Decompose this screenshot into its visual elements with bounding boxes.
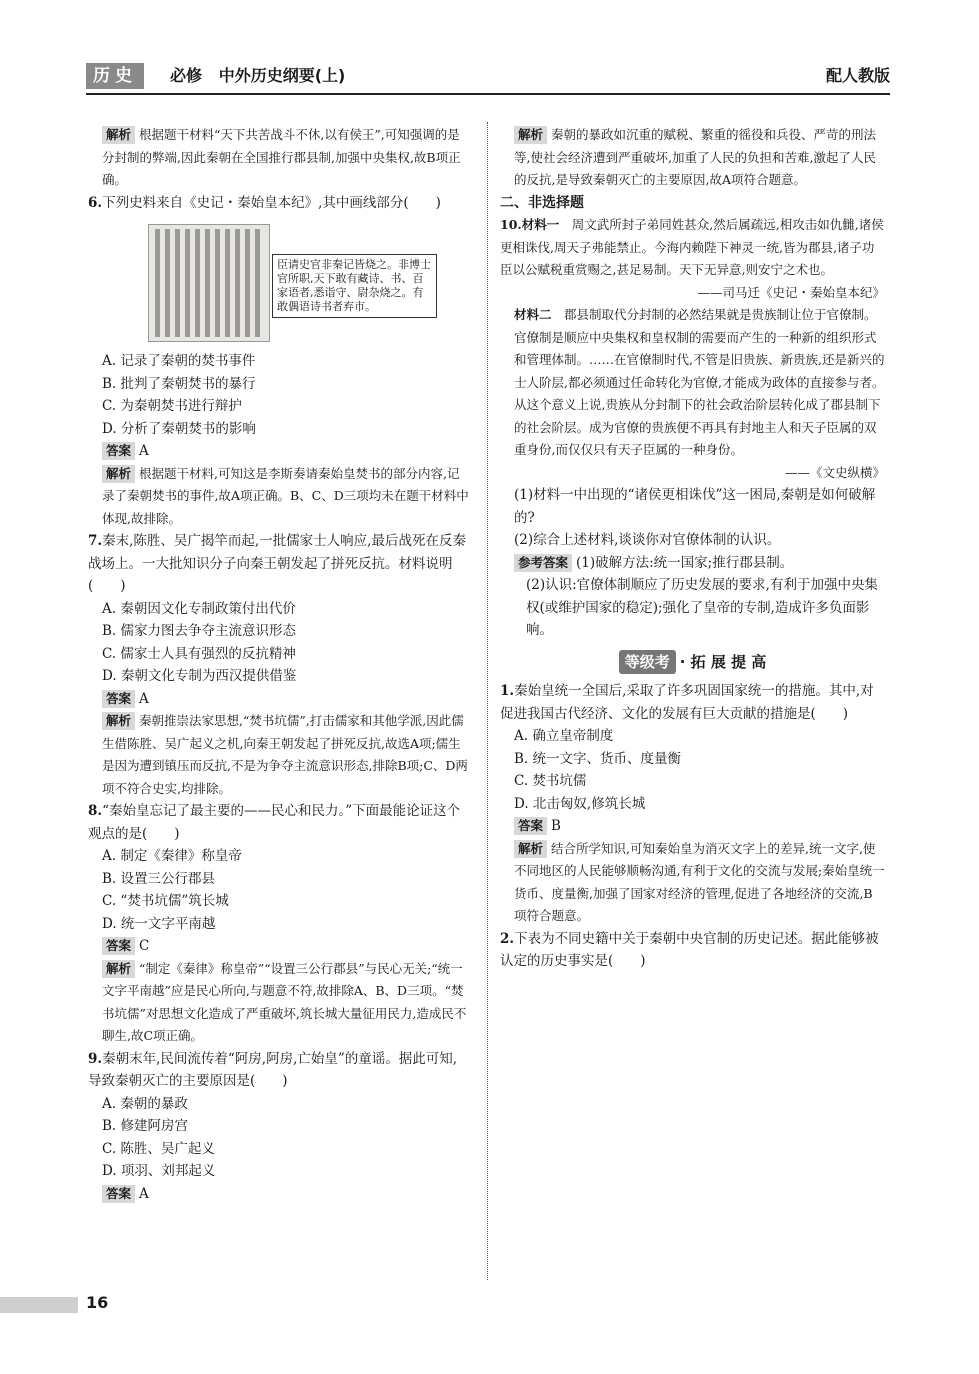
banner-text: · 拓 展 提 高 [679, 652, 767, 671]
q7-explanation: 解析 秦朝推崇法家思想,“焚书坑儒”,打击儒家和其他学派,因此儒生借陈胜、吴广起义之机,向秦王朝发起了拼死反抗,故选A项;儒生是因为遭到镇压而反抗,不是为争夺主流意识形态,排除B项;C、D两项不符合史实,均排除。 [102, 713, 468, 796]
manuscript-image [148, 224, 270, 342]
column-divider [487, 122, 488, 1280]
q6-option-d[interactable]: D. 分析了秦朝焚书的影响 [102, 420, 256, 437]
q9-option-d[interactable]: D. 项羽、刘邦起义 [102, 1163, 216, 1179]
q6-option-a[interactable]: A. 记录了秦朝的焚书事件 [102, 353, 256, 369]
e1-stem: 1.秦始皇统一全国后,采取了许多巩固国家统一的措施。其中,对促进我国古代经济、文化的发展有巨大贡献的措施是( ) [500, 683, 874, 722]
e1-option-d[interactable]: D. 北击匈奴,修筑长城 [514, 795, 646, 812]
q10-answer-1: 参考答案 (1)破解方法:统一国家;推行郡县制。 [500, 552, 885, 575]
q9-option-a[interactable]: A. 秦朝的暴政 [102, 1095, 188, 1112]
page-number-bar [0, 1297, 78, 1313]
q5-explanation: 解析 根据题干材料“天下共苦战斗不休,以有侯王”,可知强调的是分封制的弊端,因此秦朝在全国推行郡县制,加强中央集权,故B项正确。 [102, 127, 461, 187]
q8-explanation: 解析 “制定《秦律》称皇帝”“设置三公行郡县”与民心无关;“统一文字平南越”应是民心所向,与题意不符,故排除A、B、D三项。“焚书坑儒”对思想文化造成了严重破坏,筑长城大量征用民力,造成民不聊生,故C项正确。 [102, 960, 467, 1043]
section-heading: 二、非选择题 [500, 194, 584, 211]
subject-label: 历史 [86, 63, 144, 89]
q8-stem: 8.“秦始皇忘记了最主要的——民心和民力。”下面最能论证这个观点的是( ) [88, 803, 461, 842]
q10-answer-2: (2)认识:官僚体制顺应了历史发展的要求,有利于加强中央集权(或维护国家的稳定);强化了皇帝的专制,造成许多负面影响。 [526, 577, 878, 638]
right-column [500, 124, 885, 973]
shiji-manuscript-figure [148, 224, 431, 340]
edition-label: 配人教版 [825, 66, 890, 85]
banner-box: 等级考 [619, 650, 676, 675]
q7-answer: 答案 A [88, 688, 470, 711]
left-column [88, 124, 470, 1205]
q9-explanation: 解析 秦朝的暴政如沉重的赋税、繁重的徭役和兵役、严苛的刑法等,使社会经济遭到严重破坏,加重了人民的负担和苦难,激起了人民的反抗,是导致秦朝灭亡的主要原因,故A项符合题意。 [514, 127, 877, 187]
q7-stem: 7.秦末,陈胜、吴广揭竿而起,一批儒家士人响应,最后战死在反秦战场上。一大批知识分子向秦王朝发起了拼死反抗。材料说明( ) [88, 533, 466, 594]
q9-option-c[interactable]: C. 陈胜、吴广起义 [102, 1140, 215, 1157]
q6-option-b[interactable]: B. 批判了秦朝焚书的暴行 [102, 375, 256, 392]
q9-stem: 9.秦朝末年,民间流传着“阿房,阿房,亡始皇”的童谣。据此可知,导致秦朝灭亡的主要原因是( ) [88, 1050, 458, 1089]
q7-option-d[interactable]: D. 秦朝文化专制为西汉提供借鉴 [102, 668, 297, 684]
e1-explanation: 解析 结合所学知识,可知秦始皇为消灭文字上的差异,统一文字,使不同地区的人民能够顺畅沟通,有利于文化的交流与发展;秦始皇统一货币、度量衡,加强了国家对经济的管理,促进了各地经济的交流,B项符合题意。 [514, 840, 885, 923]
q10-subquestion-2: (2)综合上述材料,谈谈你对官僚体制的认识。 [514, 532, 781, 548]
e2-stem: 2.下表为不同史籍中关于秦朝中央官制的历史记述。据此能够被认定的历史事实是( ) [500, 930, 879, 969]
page-number: 16 [86, 1293, 109, 1312]
q6-explanation: 解析 根据题干材料,可知这是李斯奏请秦始皇焚书的部分内容,记录了秦朝焚书的事件,故A项正确。B、C、D三项均未在题干材料中体现,故排除。 [102, 465, 469, 526]
q6-answer: 答案 A [88, 440, 470, 463]
page-header [86, 60, 890, 92]
q10-material-1: 10.材料一 周文武所封子弟同姓甚众,然后属疏远,相攻击如仇雠,诸侯更相诛伐,周天子弗能禁止。今海内赖陛下神灵一统,皆为郡县,诸子功臣以公赋税重赏赐之,甚足易制。天下无异意,则安宁之术也。 [500, 217, 884, 277]
q10-material-2: 材料二 郡县制取代分封制的必然结果就是贵族制让位于官僚制。官僚制是顺应中央集权和皇权制的需要而产生的一种新的组织形式和管理体制。……在官僚制时代,不管是旧贵族、新贵族,还是新兴的士人阶层,都必须通过任命转化为官僚,才能成为政体的直接参与者。从这个意义上说,贵族从分封制下的社会政治阶层转化成了郡县制下的社会阶层。成为官僚的贵族便不再具有封地主人和天子臣属的双重身份,而仅仅只有天子臣属的一种身份。 [514, 307, 885, 457]
q7-option-b[interactable]: B. 儒家力图去争夺主流意识形态 [102, 623, 297, 639]
e1-option-c[interactable]: C. 焚书坑儒 [514, 773, 587, 789]
q8-answer: 答案 C [88, 935, 470, 958]
header-rule [86, 93, 890, 95]
e1-answer: 答案 B [500, 815, 885, 838]
q8-option-d[interactable]: D. 统一文字平南越 [102, 915, 216, 932]
section-banner [500, 650, 885, 675]
q8-option-c[interactable]: C. “焚书坑儒”筑长城 [102, 893, 229, 909]
q10-material-2-source: ——《文史纵横》 [784, 464, 885, 480]
q8-option-b[interactable]: B. 设置三公行郡县 [102, 870, 216, 887]
q6-option-c[interactable]: C. 为秦朝焚书进行辩护 [102, 398, 242, 414]
q6-stem: 6.下列史料来自《史记・秦始皇本纪》,其中画线部分( ) [88, 194, 441, 211]
q10-subquestion-1: (1)材料一中出现的“诸侯更相诛伐”这一困局,秦朝是如何破解的? [514, 487, 876, 526]
q7-option-a[interactable]: A. 秦朝因文化专制政策付出代价 [102, 600, 296, 617]
quote-callout: 臣请史官非秦记皆烧之。非博士官所职,天下敢有藏诗、书、百家语者,悉诣守、尉杂烧之。有敢偶语诗书者弃市。 [272, 254, 437, 318]
q9-answer: 答案 A [88, 1183, 470, 1206]
book-title: 必修 中外历史纲要(上) [170, 66, 346, 85]
q7-option-c[interactable]: C. 儒家士人具有强烈的反抗精神 [102, 645, 296, 662]
q8-option-a[interactable]: A. 制定《秦律》称皇帝 [102, 848, 242, 864]
e1-option-b[interactable]: B. 统一文字、货币、度量衡 [514, 750, 682, 767]
q10-material-1-source: ——司马迁《史记・秦始皇本纪》 [697, 284, 885, 300]
q9-option-b[interactable]: B. 修建阿房宫 [102, 1118, 189, 1134]
e1-option-a[interactable]: A. 确立皇帝制度 [514, 728, 614, 744]
